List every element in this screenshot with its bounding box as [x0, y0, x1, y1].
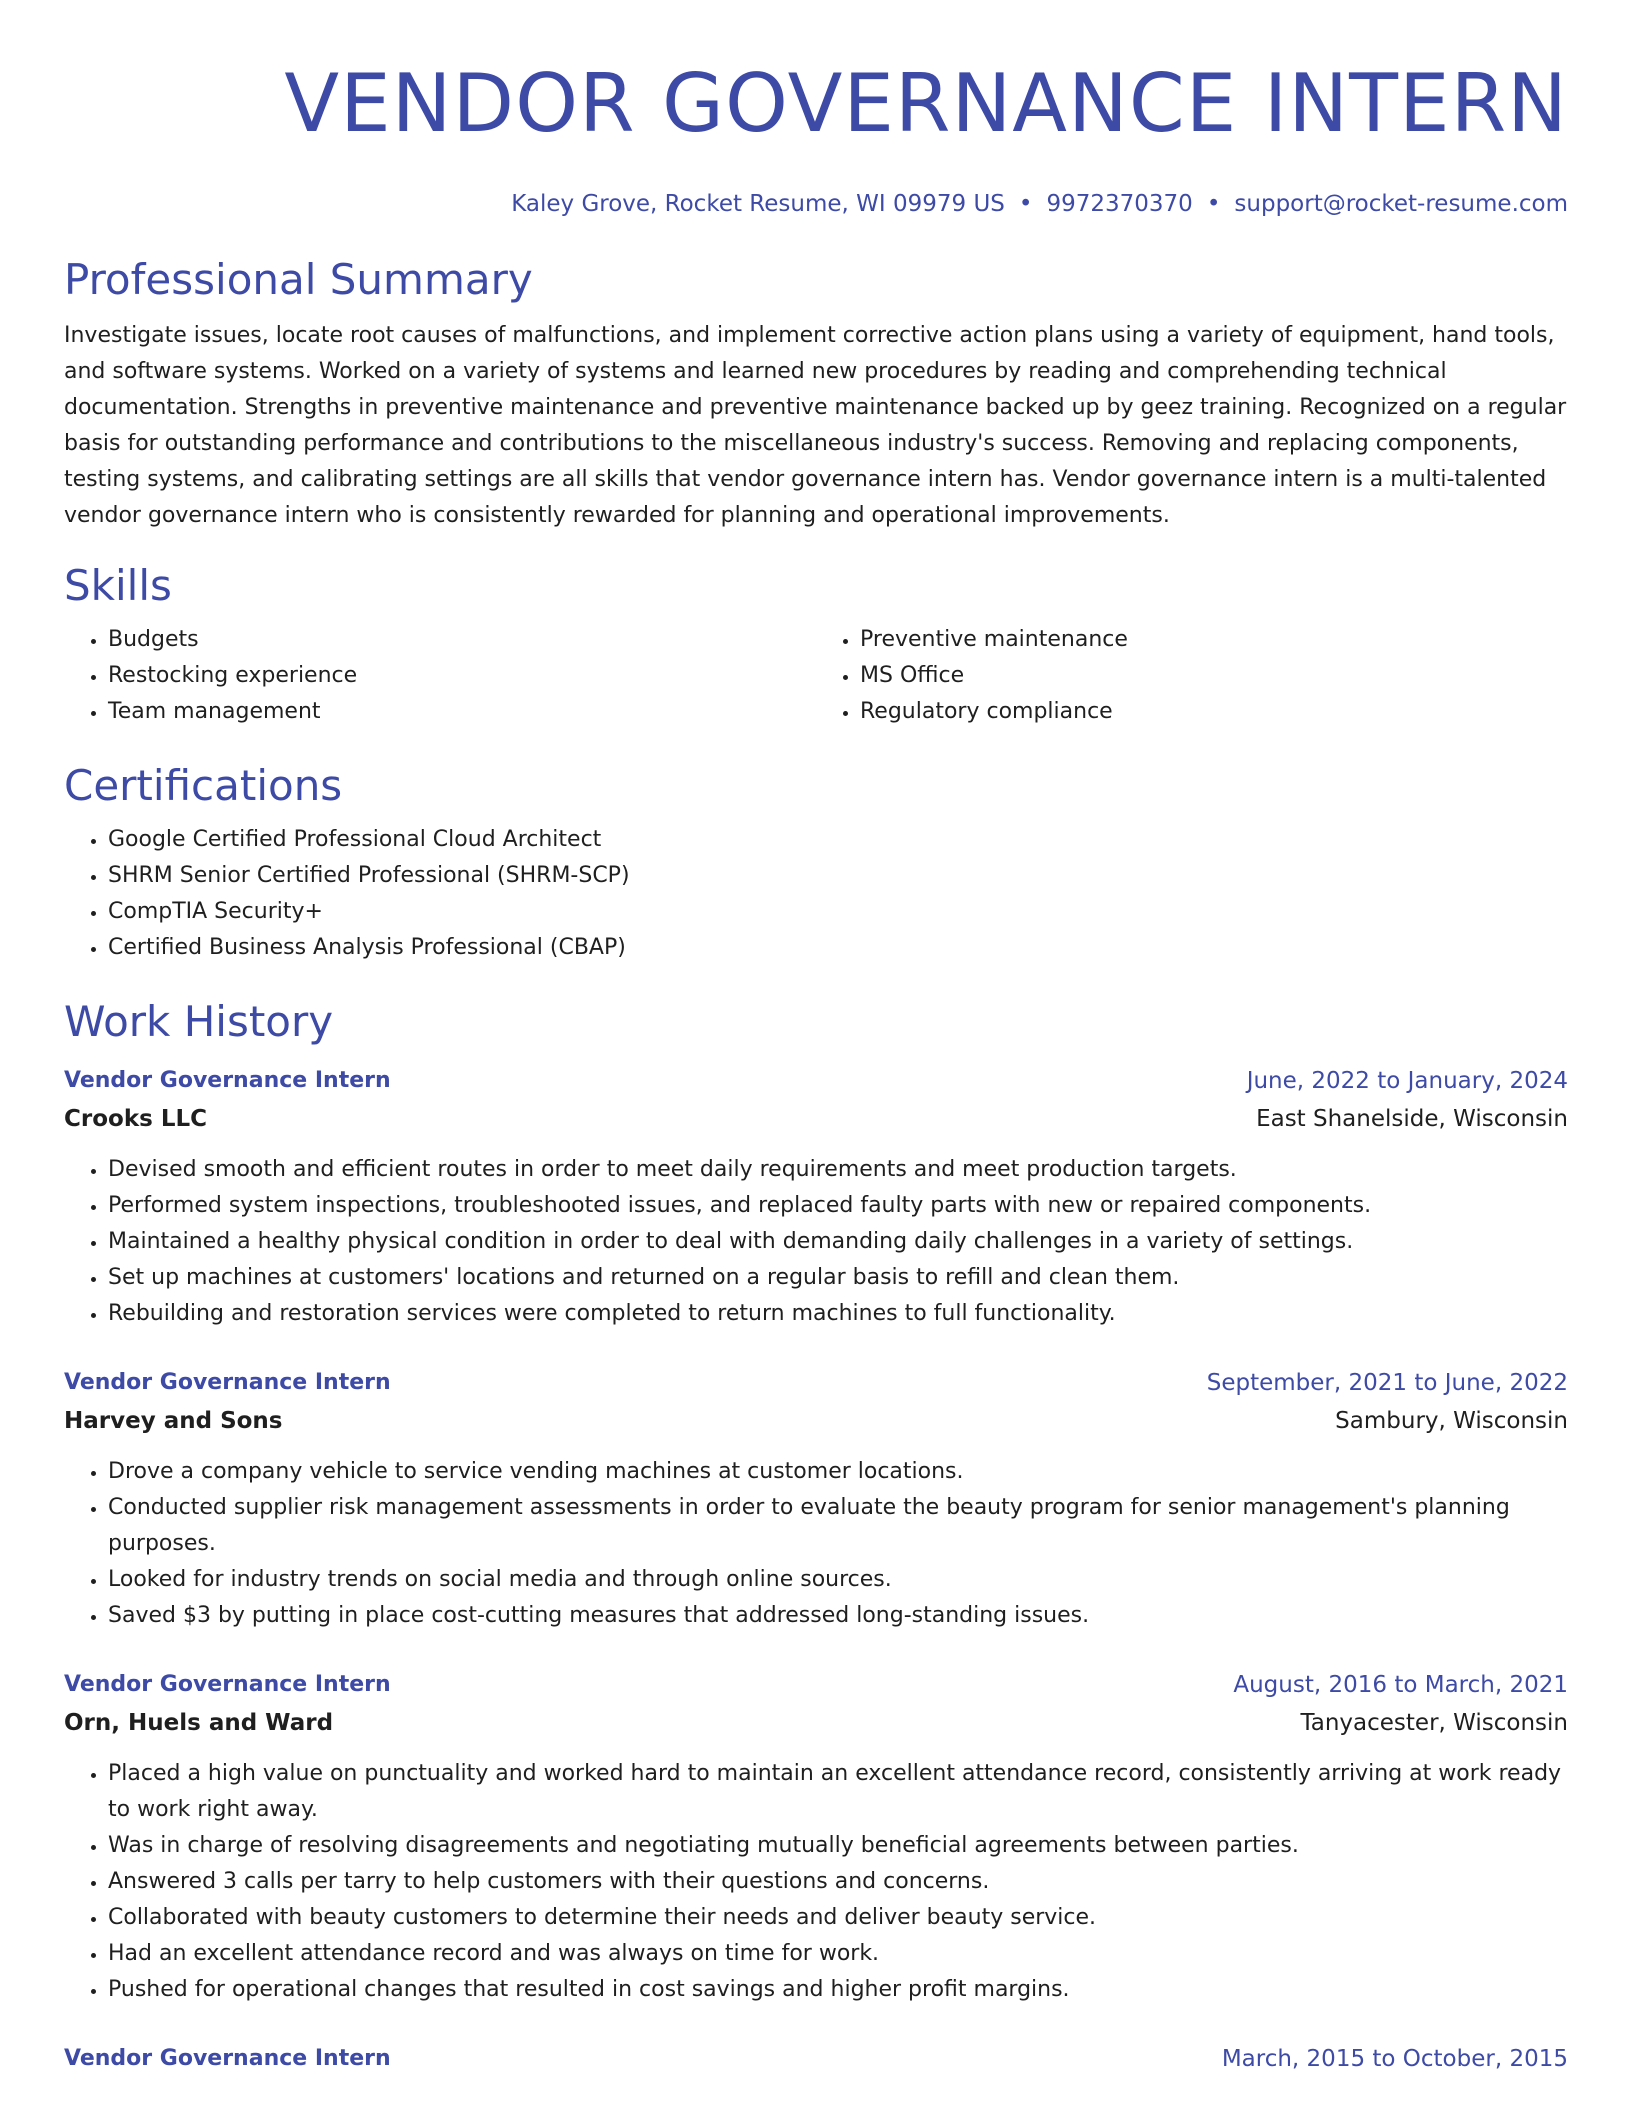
job-bullet: • Drove a company vehicle to service vending machines at customer locations. — [108, 1454, 1568, 1490]
job-title: Vendor Governance Intern — [64, 1370, 391, 1395]
job-location: Tanyacester, Wisconsin — [1300, 1710, 1568, 1736]
job-company: Harvey and Sons — [64, 1408, 283, 1434]
job-bullets — [64, 1454, 1568, 1634]
contact-line — [64, 190, 1568, 218]
contact-address: Kaley Grove, Rocket Resume, WI 09979 US — [511, 191, 1005, 217]
summary-text: Investigate issues, locate root causes of malfunctions, and implement corrective action plans using a variety of equipment, hand tools, and software systems. Worked on a variety of systems and learned new procedures by reading and comprehending technical documentation. Strengths in preventive maintenance and preventive maintenance backed up by geez training. Recognized on a regular basis for outstanding performance and contributions to the miscellaneous industry's success. Removing and replacing components, testing systems, and calibrating settings are all skills that vendor governance intern has. Vendor governance intern is a multi-talented vendor governance intern who is consistently rewarded for planning and operational improvements. — [64, 323, 1567, 528]
job-header-row — [64, 1062, 1568, 1100]
job-title: Vendor Governance Intern — [64, 1672, 391, 1697]
job-title: Vendor Governance Intern — [64, 2046, 391, 2071]
job-bullet: • Rebuilding and restoration services were completed to return machines to full functionality. — [108, 1296, 1568, 1332]
skill-item: • Regulatory compliance — [860, 694, 1568, 730]
job-bullet: • Was in charge of resolving disagreements and negotiating mutually beneficial agreements between parties. — [108, 1828, 1568, 1864]
contact-phone: 9972370370 — [1046, 191, 1193, 217]
job-bullet: • Set up machines at customers' locations and returned on a regular basis to refill and clean them. — [108, 1260, 1568, 1296]
certification-item: • Google Certified Professional Cloud Architect — [108, 822, 1568, 858]
skill-item: • Team management — [108, 694, 816, 730]
job-title: Vendor Governance Intern — [64, 1068, 391, 1093]
job-bullet: • Conducted supplier risk management assessments in order to evaluate the beauty program for senior management's planning purposes. — [108, 1490, 1568, 1562]
skills-heading: Skills — [64, 561, 172, 610]
job-bullets — [64, 1152, 1568, 1332]
job-bullet: • Pushed for operational changes that resulted in cost savings and higher profit margins. — [108, 1972, 1568, 2008]
job-company-row — [64, 1704, 1568, 1742]
work-history-heading: Work History — [64, 997, 334, 1046]
skills-grid — [64, 622, 1568, 730]
job-bullets — [64, 1756, 1568, 2008]
contact-separator: • — [1018, 191, 1033, 217]
job-entry — [64, 1062, 1568, 1332]
job-bullet: • Placed a high value on punctuality and worked hard to maintain an excellent attendance record, consistently arriving at work ready to work right away. — [108, 1756, 1568, 1828]
job-company-row — [64, 1100, 1568, 1138]
job-header-row — [64, 2040, 1568, 2078]
job-bullet: • Devised smooth and efficient routes in order to meet daily requirements and meet production targets. — [108, 1152, 1568, 1188]
job-company: Orn, Huels and Ward — [64, 1710, 334, 1736]
job-dates: September, 2021 to June, 2022 — [1206, 1370, 1568, 1396]
job-dates: March, 2015 to October, 2015 — [1221, 2046, 1568, 2072]
job-location: East Shanelside, Wisconsin — [1256, 1106, 1568, 1132]
job-company-row — [64, 1402, 1568, 1440]
job-entry — [64, 1364, 1568, 1634]
certifications-list — [64, 822, 1568, 966]
job-bullet: • Performed system inspections, troubleshooted issues, and replaced faulty parts with new or repaired components. — [108, 1188, 1568, 1224]
certification-item: • Certified Business Analysis Professional (CBAP) — [108, 930, 1568, 966]
job-bullet: • Looked for industry trends on social media and through online sources. — [108, 1562, 1568, 1598]
job-location: Sambury, Wisconsin — [1335, 1408, 1568, 1434]
job-company: Crooks LLC — [64, 1106, 208, 1132]
job-bullet: • Maintained a healthy physical condition in order to deal with demanding daily challenges in a variety of settings. — [108, 1224, 1568, 1260]
certification-item: • CompTIA Security+ — [108, 894, 1568, 930]
contact-separator: • — [1206, 191, 1221, 217]
job-bullet: • Saved $3 by putting in place cost-cutting measures that addressed long-standing issues. — [108, 1598, 1568, 1634]
skills-left-list — [64, 622, 816, 730]
skill-item: • Restocking experience — [108, 658, 816, 694]
job-entry — [64, 2040, 1568, 2078]
summary-heading: Professional Summary — [64, 255, 533, 304]
skill-item: • MS Office — [860, 658, 1568, 694]
skills-right-list — [816, 622, 1568, 730]
resume-name: VENDOR GOVERNANCE INTERN — [284, 57, 1568, 150]
contact-email[interactable]: support@rocket-resume.com — [1234, 191, 1568, 217]
skill-item: • Preventive maintenance — [860, 622, 1568, 658]
certification-item: • SHRM Senior Certified Professional (SHRM-SCP) — [108, 858, 1568, 894]
job-bullet: • Answered 3 calls per tarry to help customers with their questions and concerns. — [108, 1864, 1568, 1900]
job-entry — [64, 1666, 1568, 2008]
job-header-row — [64, 1364, 1568, 1402]
skill-item: • Budgets — [108, 622, 816, 658]
job-header-row — [64, 1666, 1568, 1704]
job-dates: August, 2016 to March, 2021 — [1233, 1672, 1568, 1698]
job-dates: June, 2022 to January, 2024 — [1246, 1068, 1568, 1094]
certifications-heading: Certifications — [64, 761, 343, 810]
job-bullet: • Had an excellent attendance record and was always on time for work. — [108, 1936, 1568, 1972]
job-bullet: • Collaborated with beauty customers to determine their needs and deliver beauty service. — [108, 1900, 1568, 1936]
